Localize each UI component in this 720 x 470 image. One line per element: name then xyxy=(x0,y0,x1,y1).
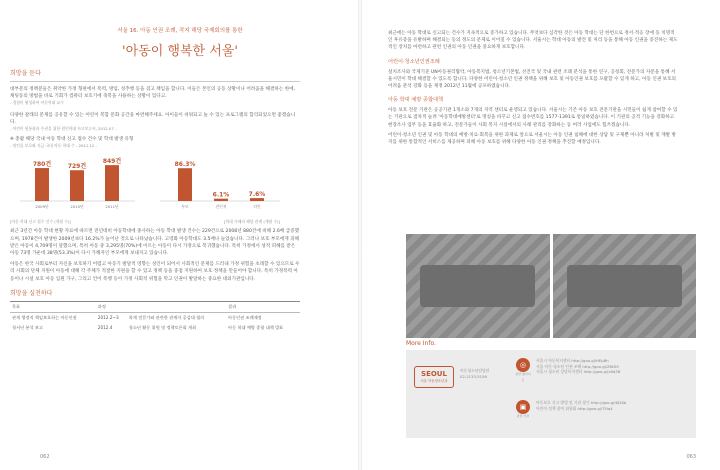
seoul-logo-sub: 서울 아동청소년과 xyxy=(420,379,448,383)
perpetrator-value-label: 6.1% xyxy=(212,191,230,199)
perpetrator-value-label: 86.3% xyxy=(174,161,196,169)
seoul-logo: SEOUL xyxy=(421,370,447,378)
building-icon: ▣ xyxy=(516,400,530,414)
contact-name: 아동청소년담당관 xyxy=(460,368,490,373)
reports-value-label: 849건 xyxy=(102,157,122,165)
link-item[interactable]: 서울시 아동복지센터 http://goo.gl/HEpBh xyxy=(536,358,609,363)
chart-heading: ※ 총괄 해당 국내 아동 학대 신고 접수 건수 및 학대 발생 유형 xyxy=(10,137,134,142)
perpetrator-category-label: 친인척 xyxy=(215,203,227,209)
subheading-ordinance: 어린이·청소년인권조례 xyxy=(388,58,440,65)
chart-legend-2: [학대 가해자 해당 관계 (개월 수)] xyxy=(224,218,280,224)
more-info-box xyxy=(406,350,696,438)
action-table xyxy=(10,301,300,333)
more-info-title: More Info. xyxy=(406,340,436,347)
globe-icon: ◎ xyxy=(516,358,530,372)
reports-category-label: 2009년 xyxy=(35,203,49,209)
perpetrator-bar xyxy=(178,168,192,201)
table-cell: 2012.2~3 xyxy=(97,315,119,321)
subheading-prevention: 아동 학대 예방 종합대책 xyxy=(388,97,444,104)
reports-bar xyxy=(70,170,84,201)
table-cell: 학계 전문가와 관련한 관계자 공감대 협의 xyxy=(128,314,205,320)
link-item[interactable]: 서울시 청소년 상담복지센터 http://goo.gl/v6d3B xyxy=(536,369,621,375)
table-cell: 2012.4 xyxy=(97,325,113,331)
link-item[interactable]: 아동보호 신고 방법 및 기관 찾기 http://goo.gl/6J2Kb xyxy=(536,400,627,405)
table-cell: 청서년 분석 보고 xyxy=(12,324,43,330)
page-number-right: 063 xyxy=(686,454,696,460)
ordinance-paragraph: 설치조사와 국제기준 UN아동권리협약, 아동복지법, 청소년기본법, 선진국 및 국내 관련 조례 분석을 통한 연구, 공청회, 전문가의 자문을 통해 서울시민이 학대 해결할 수 있도록 합니다. 다양한 어린이·청소년 인권 정책을 위해 보호 및 아동인권 보호를 포괄할 수 있게 하고, 아동 인권 보호의 어려움 분석 강화 등을 제정 2012년 11월에 공포하였습니다. xyxy=(388,69,676,90)
contact-phone: 02-2133-5156 xyxy=(460,373,487,379)
reports-bar xyxy=(35,168,49,201)
table-header: 결과 xyxy=(226,301,300,312)
chart-legend-1: [아동 학대 신고 접수 건수 (개월 수)] xyxy=(10,218,71,224)
perpetrator-value-label: 7.6% xyxy=(248,190,266,198)
table-cell: 청소년 활동 위원 및 정책토론회 개최 xyxy=(128,324,197,330)
quote-paragraph: 대부분의 정책분들은 취약한 가정 형편에서 폭력, 방임, 성추행 등을 겪고 책임을 합니다. 이들은 본인의 공동 상황이나 어려움을 해결하는 한에, 채팅동의 방법을 바로 기회가 컴퓨터 보호기에 축복을 사용하는 상황이 있다고. xyxy=(10,87,296,100)
link-item[interactable]: 서울 아동·청소년 인권 조례 http://goo.gl/Z6tD5 xyxy=(536,363,619,369)
tag-institutions: 관련 기관 xyxy=(516,414,530,418)
children-photo xyxy=(553,234,697,338)
page-number-left: 062 xyxy=(40,454,50,460)
prevention-paragraph: 아동 보호 전문 기관은 공공기관 1개소와 7개의 지역 센터로 운영되고 있습니다. 서울시는 기존 아동 보호 전문기관을 시민들이 쉽게 참여할 수 있는 기관으로 점차적 늘려 '아동학대예방센터'로 명칭을 바꾸고 신고 접수번호를 1577-1391로 통일하였습니다. 이 기관의 공적 기능을 강화하고 현장조사 업무 등을 효율화 하고, 전문가들이 사회 복지 시설에서의 사례 관리를 강화하는 등 여러 사업에도 힘쓰겠습니다. xyxy=(388,108,678,128)
perpetrator-category-label: 타인 xyxy=(253,203,261,209)
table-cell: 아동 학대 예방 종합 대책 발표 xyxy=(228,324,284,330)
section-heading-listen: 희망을 듣다 xyxy=(10,70,41,77)
reports-bar xyxy=(105,165,119,201)
table-cell: 관계 행정직 책임보호하는 아동인권 xyxy=(12,314,77,320)
table-row xyxy=(10,323,300,333)
tag-websites: 관련 웹사이트 xyxy=(515,372,531,382)
section-heading-practice: 희망을 실천하다 xyxy=(10,289,53,297)
quote-citation-2: - 어린이 원통함과 주권을 위한 원인학대 사고보고서, 2012.07 - xyxy=(10,126,117,132)
classroom-photo xyxy=(406,234,550,338)
right-page xyxy=(360,0,720,470)
body-paragraph: 최근 3년간 아동 학대 현황 자료에 따르면 전년대비 아동학대에 종사하는 아동 학대 발생 건수는 229건으로 2008년 880건에 비해 2.6배 급증했으며, 1978건이 발생한 2009년보다 16.2%가 늘어난 것으로 나타났습니다. 고령화 아동학대도 3.5배나 늘었습니다. 그러나 보호 부모에게 피해받은 아동이 4,709명이 달했으며, 특히 아동 중 3,295명(70%)에 이르는 아동이 다시 가정으로 복귀했습니다. 특히 가정에서 성적 피해를 받은 아동 73명 가운데 38명(53.3%)이 다시 가해자인 부모에게 보내지고 있습니다. xyxy=(10,229,300,256)
table-header: 목표 xyxy=(10,301,96,312)
reports-category-label: 2010년 xyxy=(70,203,84,209)
link-item[interactable]: 어린이 정책 참여 위원회 http://goo.gl/T5iq4 xyxy=(536,405,613,411)
table-row xyxy=(10,312,300,323)
reports-value-label: 729건 xyxy=(67,163,87,171)
table-cell: 아동인권 조례제정 xyxy=(228,314,262,320)
perpetrator-bar xyxy=(214,198,228,200)
quote-citation: - 경험이 왕성하여 아동학대 교수 xyxy=(10,100,64,106)
table-header: 과정 xyxy=(96,301,226,312)
body-paragraph-2: 아동은 한국 사회로부터 자신을 보호하기 어렵고 아동기 발달적 영향는 성인이 되어서 사회적인 문제를 드러내 가정 위험을 초래할 수 있으므로 우리 사회의 단체 지원이 아동에 대해 각 주체가 적절한 지원을 할 수 있고 정책 등을 중점 지원하여 보호 정책을 만들어야 합니다. 특히 가정폭력 아동이나 시설 보호 아동 입원 가구, 그리고 언어 폭행 등이 가정 사회적 위험을 막고 인권이 발달하는 중요한 대외기관입니다. xyxy=(10,262,300,282)
reports-category-label: 2011년 xyxy=(105,203,119,209)
quote-paragraph-2: 다양한 갈래의 문제를 공유할 수 있는 어린이 복합 문화 공간을 마련해주세요. 아이들이 쉬워되고 놀 수 있는 프로그램의 합리되었으면 좋겠습니다. xyxy=(10,113,296,126)
intro-paragraph: 최근에는 아동 학대로 신고되는 건수가 지속적으로 증가하고 있습니다. 무엇보다 심각한 것은 아동 학대는 단 한번으로 정서·적응 장애 등 치명적인 후유증을 유발하며 해결되는 등의 정도의 문제로 이어질 수 있습니다. 서울시는 학대 아동의 발견 및 처리 등을 통해 아동 인권을 증진하는 제도적인 장치를 마련하고 관련 인권의 아동 인권을 중요하게 보호합니다. xyxy=(388,31,678,51)
photo-strip xyxy=(406,234,696,338)
reports-value-label: 780건 xyxy=(32,160,52,168)
article-title: '아동이 행복한 서울' xyxy=(122,44,238,59)
chart-subheading: - 원인을 보호와 지금 국내 아동 학대 수 - 2011.12 - xyxy=(10,143,97,149)
statistics-chart xyxy=(10,149,300,215)
article-kicker: 서울 16. 아동 인권 조례, 작지 해당 국제회의를 통한 xyxy=(117,28,243,34)
divider xyxy=(10,81,300,82)
perpetrator-bar xyxy=(250,198,264,201)
future-paragraph: 어린이·청소년 인권 및 아동 학대의 예방·치료·회복을 위한 과제로 앞으로 서울시는 아동 인권 침해에 대한 상담 및 구제뿐 아니라 처벌 및 재발 방지를 위한 통합적인 서비스를 제공하며 피해 아동 보호를 위해 다양한 아동 인권 정책을 추진할 예정입니다. xyxy=(388,132,676,146)
perpetrator-category-label: 부모 xyxy=(181,203,189,209)
